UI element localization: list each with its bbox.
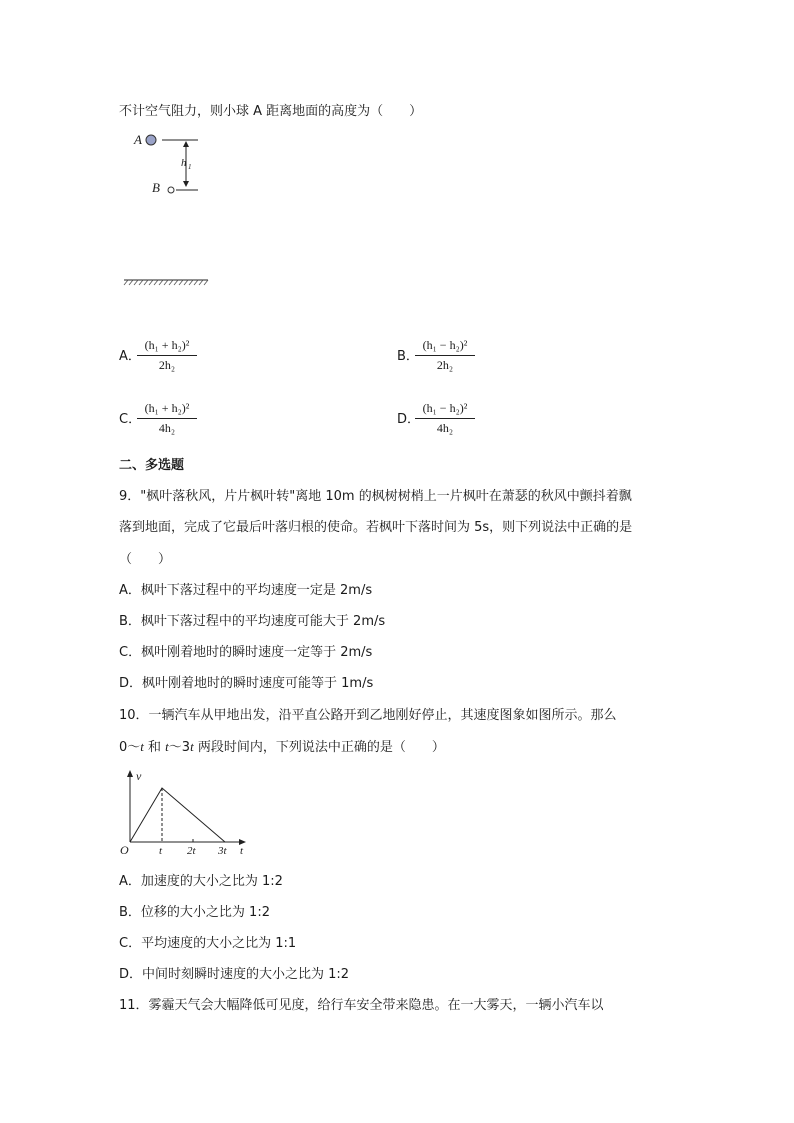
q8-option-d-formula: $\frac{\text{(h₁ − h₂)²}}{\text{4h₂}}$ bbox=[415, 401, 475, 436]
q9-option-d: D．枫叶刚着地时的瞬时速度可能等于 1m/s bbox=[119, 676, 374, 691]
q11-line-1: 11．雾霾天气会大幅降低可见度，给行车安全带来隐患。在一大雾天，一辆小汽车以 bbox=[119, 998, 604, 1013]
label-b: B bbox=[152, 180, 160, 195]
q10-option-c: C．平均速度的大小之比为 1:1 bbox=[119, 936, 297, 951]
q8-option-c-label: C． bbox=[119, 412, 142, 427]
q8-option-d-label: D． bbox=[397, 412, 421, 427]
q9-option-c: C．枫叶刚着地时的瞬时速度一定等于 2m/s bbox=[119, 645, 373, 660]
label-a: A bbox=[134, 132, 142, 147]
q8-figure bbox=[120, 128, 220, 293]
q8-option-a-formula: $\frac{\text{(h₁ + h₂)²}}{\text{2h₂}}$ bbox=[137, 338, 197, 373]
axis-label-t: t bbox=[240, 845, 244, 857]
q9-line-1: 9．"枫叶落秋风，片片枫叶转"离地 10m 的枫树树梢上一片枫叶在萧瑟的秋风中颤抖着飘 bbox=[119, 489, 632, 504]
tick-label-2t: 2t bbox=[187, 845, 196, 857]
q8-option-b-label: B． bbox=[397, 349, 419, 364]
q9-option-b: B．枫叶下落过程中的平均速度可能大于 2m/s bbox=[119, 614, 386, 629]
q8-option-b-formula: $\frac{\text{(h₁ − h₂)²}}{\text{2h₂}}$ bbox=[415, 338, 475, 373]
q8-option-c-formula: $\frac{\text{(h₁ + h₂)²}}{\text{4h₂}}$ bbox=[137, 401, 197, 436]
q9-line-2: 落到地面，完成了它最后叶落归根的使命。若枫叶下落时间为 5s，则下列说法中正确的是 bbox=[119, 520, 633, 535]
tick-label-t: t bbox=[159, 845, 163, 857]
q9-line-3: （ ） bbox=[119, 552, 172, 567]
label-h-sub: 1 bbox=[188, 163, 192, 171]
axis-label-v: v bbox=[136, 769, 142, 783]
q10-line-1: 10．一辆汽车从甲地出发，沿平直公路开到乙地刚好停止，其速度图象如图所示。那么 bbox=[119, 708, 617, 723]
q10-option-b: B．位移的大小之比为 1:2 bbox=[119, 905, 270, 920]
q8-option-a-label: A． bbox=[119, 349, 141, 364]
q10-option-d: D．中间时刻瞬时速度的大小之比为 1:2 bbox=[119, 967, 350, 982]
q10-line-2: 0～t 和 t～3t 两段时间内，下列说法中正确的是（ ） bbox=[119, 739, 445, 755]
q10-option-a: A．加速度的大小之比为 1:2 bbox=[119, 874, 283, 889]
q8-stem: 不计空气阻力，则小球 A 距离地面的高度为（ ） bbox=[119, 104, 423, 119]
origin-label: O bbox=[120, 843, 129, 857]
ball-a bbox=[146, 135, 156, 145]
velocity-line bbox=[130, 788, 225, 842]
q10-vt-graph bbox=[118, 768, 253, 860]
label-h: h bbox=[181, 157, 187, 169]
q9-option-a: A．枫叶下落过程中的平均速度一定是 2m/s bbox=[119, 583, 373, 598]
section-title: 二、多选题 bbox=[119, 458, 185, 473]
ball-b bbox=[168, 187, 174, 193]
tick-label-3t: 3t bbox=[218, 845, 227, 857]
